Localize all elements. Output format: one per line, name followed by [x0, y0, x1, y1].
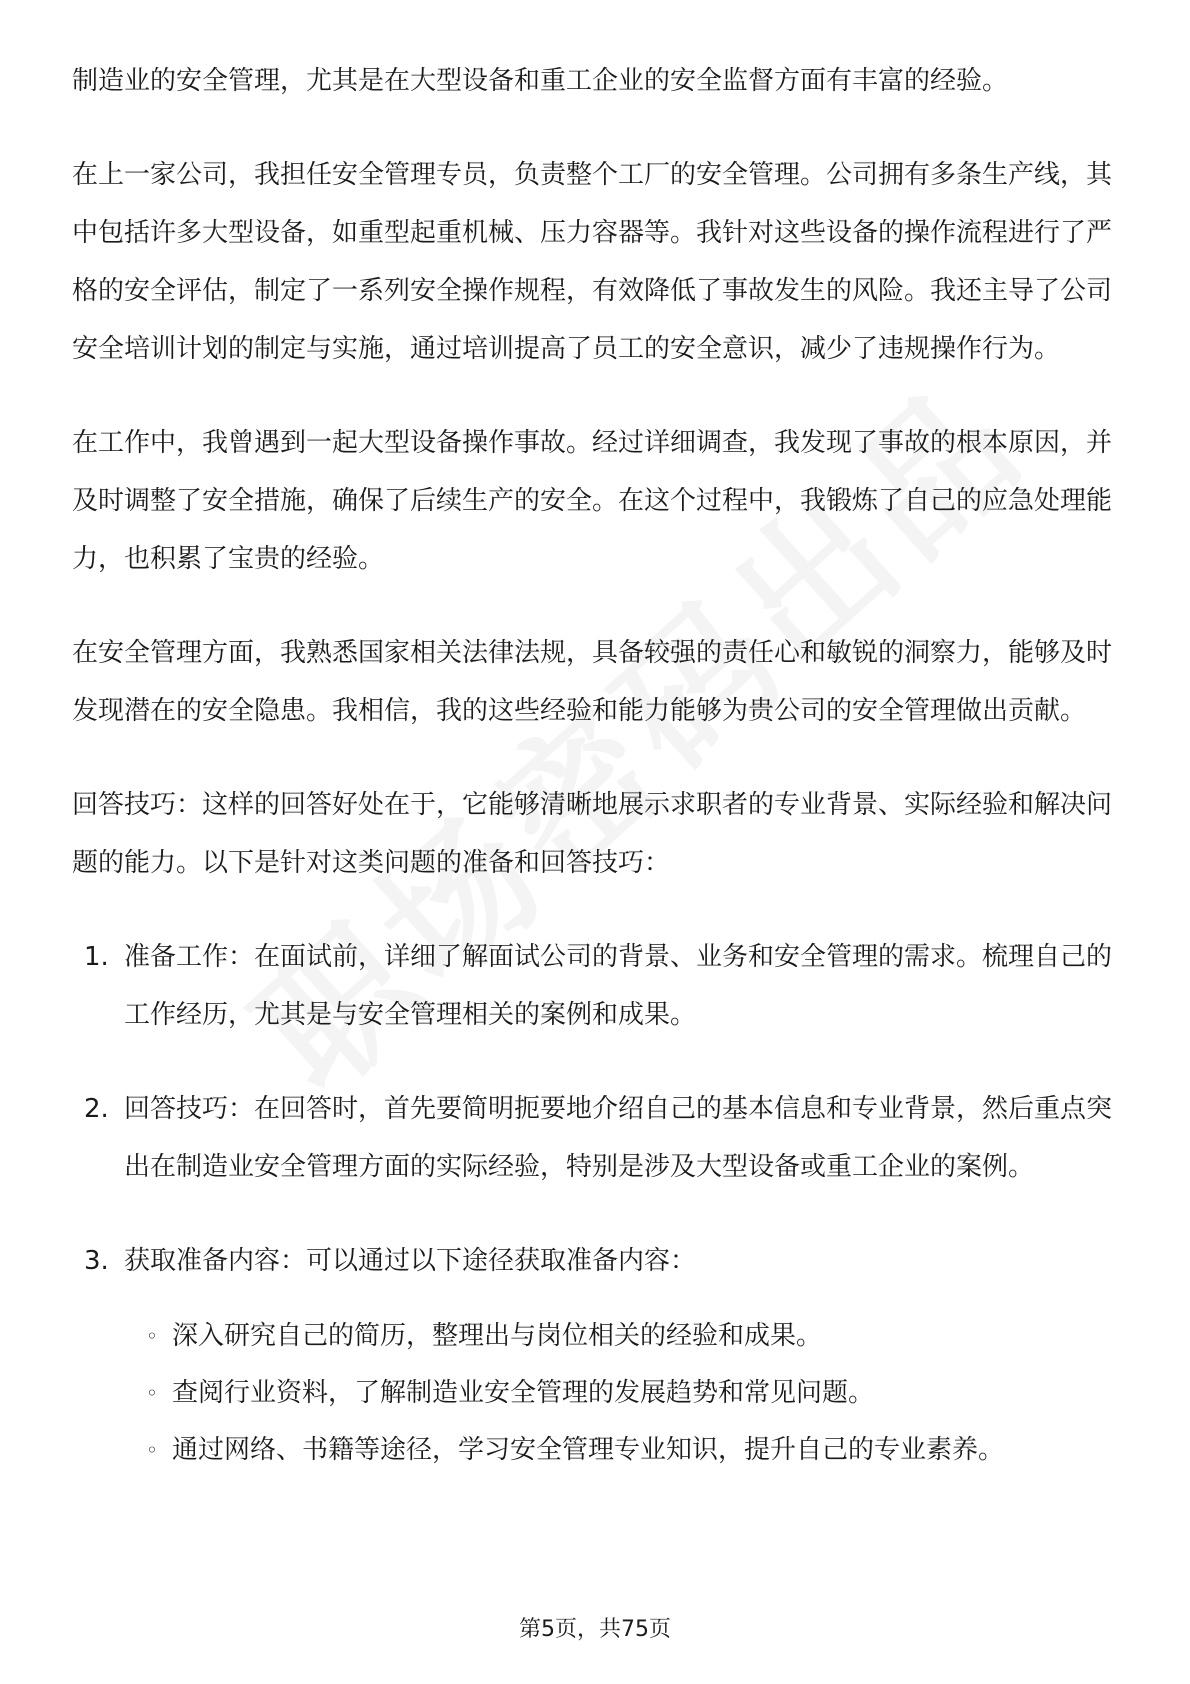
- list-item: [72, 1080, 1122, 1196]
- sub-list-item-text: 深入研究自己的简历，整理出与岗位相关的经验和成果。: [172, 1321, 823, 1351]
- list-item-number: 3.: [84, 1246, 109, 1276]
- paragraph-safety-knowledge: 在安全管理方面，我熟悉国家相关法律法规，具备较强的责任心和敏锐的洞察力，能够及时发现潜在的安全隐患。我相信，我的这些经验和能力能够为贵公司的安全管理做出贡献。: [72, 638, 1113, 726]
- document-body: [72, 52, 1122, 1515]
- paragraph-previous-company: 在上一家公司，我担任安全管理专员，负责整个工厂的安全管理。公司拥有多条生产线，其中包括许多大型设备，如重型起重机械、压力容器等。我针对这些设备的操作流程进行了严格的安全评估，制定了一系列安全操作规程，有效降低了事故发生的风险。我还主导了公司安全培训计划的制定与实施，通过培训提高了员工的安全意识，减少了违规操作行为。: [72, 160, 1113, 364]
- sub-list: [124, 1308, 1122, 1479]
- sub-list-item-text: 通过网络、书籍等途径，学习安全管理专业知识，提升自己的专业素养。: [172, 1435, 1005, 1465]
- list-item-number: 2.: [84, 1094, 109, 1124]
- sub-list-item: [124, 1308, 1122, 1365]
- hollow-bullet-icon: ◦: [146, 1381, 158, 1405]
- tips-list: [72, 928, 1122, 1479]
- paragraph-intro-continued: 制造业的安全管理，尤其是在大型设备和重工企业的安全监督方面有丰富的经验。: [72, 66, 1009, 96]
- sub-list-item: [124, 1365, 1122, 1422]
- paragraph-accident-experience: 在工作中，我曾遇到一起大型设备操作事故。经过详细调查，我发现了事故的根本原因，并及时调整了安全措施，确保了后续生产的安全。在这个过程中，我锻炼了自己的应急处理能力，也积累了宝贵的经验。: [72, 428, 1113, 574]
- list-item-text: 回答技巧：在回答时，首先要简明扼要地介绍自己的基本信息和专业背景，然后重点突出在制造业安全管理方面的实际经验，特别是涉及大型设备或重工企业的案例。: [124, 1094, 1113, 1182]
- list-item-number: 1.: [84, 942, 109, 972]
- list-item-text: 获取准备内容：可以通过以下途径获取准备内容：: [124, 1246, 697, 1276]
- hollow-bullet-icon: ◦: [146, 1438, 158, 1462]
- list-item-text: 准备工作：在面试前，详细了解面试公司的背景、业务和安全管理的需求。梳理自己的工作经历，尤其是与安全管理相关的案例和成果。: [124, 942, 1113, 1030]
- hollow-bullet-icon: ◦: [146, 1324, 158, 1348]
- paragraph-answer-tips: 回答技巧：这样的回答好处在于，它能够清晰地展示求职者的专业背景、实际经验和解决问题的能力。以下是针对这类问题的准备和回答技巧：: [72, 790, 1113, 878]
- sub-list-item: [124, 1422, 1122, 1479]
- list-item: [72, 1232, 1122, 1479]
- page-number-footer: 第5页，共75页: [519, 1617, 671, 1642]
- list-item: [72, 928, 1122, 1044]
- sub-list-item-text: 查阅行业资料，了解制造业安全管理的发展趋势和常见问题。: [172, 1378, 875, 1408]
